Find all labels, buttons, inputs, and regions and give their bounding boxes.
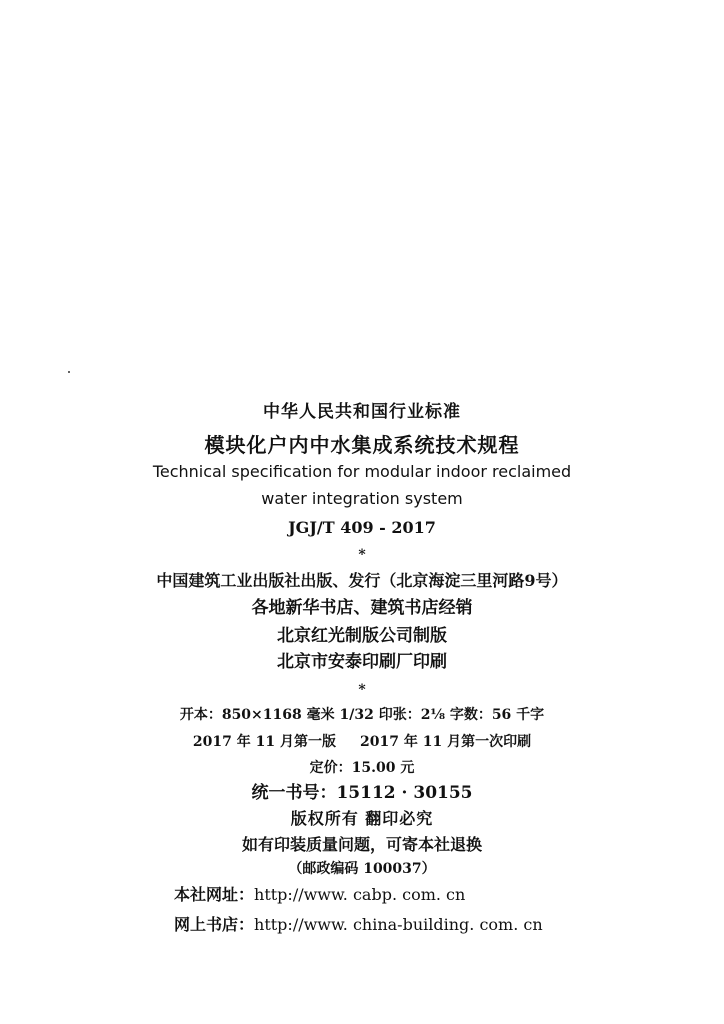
standard-type: 中华人民共和国行业标准 [263,402,461,422]
title-english-line-2: water integration system [261,489,463,508]
title-english-line-1: Technical specification for modular indoor reclaimed [152,462,572,481]
format-line: 开本：850×1168 毫米 1/32 印张：2⅛ 字数：56 千字 [179,707,545,723]
postcode-line: （邮政编码 100037） [288,861,436,877]
separator-star: * [358,547,366,563]
publisher-line: 中国建筑工业出版社出版、发行（北京海淀三里河路9号） [156,571,568,590]
bookstore-link[interactable]: http://www. china-building. com. cn [254,915,543,934]
edition-first: 2017 年 11 月第一版 [192,734,336,750]
separator-star: * [358,682,366,698]
plate-making-line: 北京红光制版公司制版 [277,626,447,646]
title-chinese: 模块化户内中水集成系统技术规程 [204,433,520,457]
printing-line: 北京市安泰印刷厂印刷 [277,652,447,672]
exchange-notice: 如有印装质量问题，可寄本社退换 [241,835,482,854]
bookstore-line [174,917,543,933]
standard-code: JGJ/T 409 - 2017 [288,518,436,537]
website-link[interactable]: http://www. cabp. com. cn [254,885,466,904]
book-number-line: 统一书号：15112 · 30155 [251,783,473,803]
website-line [174,887,465,903]
distribution-line: 各地新华书店、建筑书店经销 [251,598,473,618]
scan-speck [68,371,70,373]
edition-line [0,735,724,749]
copyright-line: 版权所有 翻印必究 [290,809,434,828]
website-label: 本社网址： [174,885,255,904]
price-line: 定价：15.00 元 [309,760,415,776]
bookstore-label: 网上书店： [174,915,255,934]
edition-print: 2017 年 11 月第一次印刷 [360,734,532,750]
